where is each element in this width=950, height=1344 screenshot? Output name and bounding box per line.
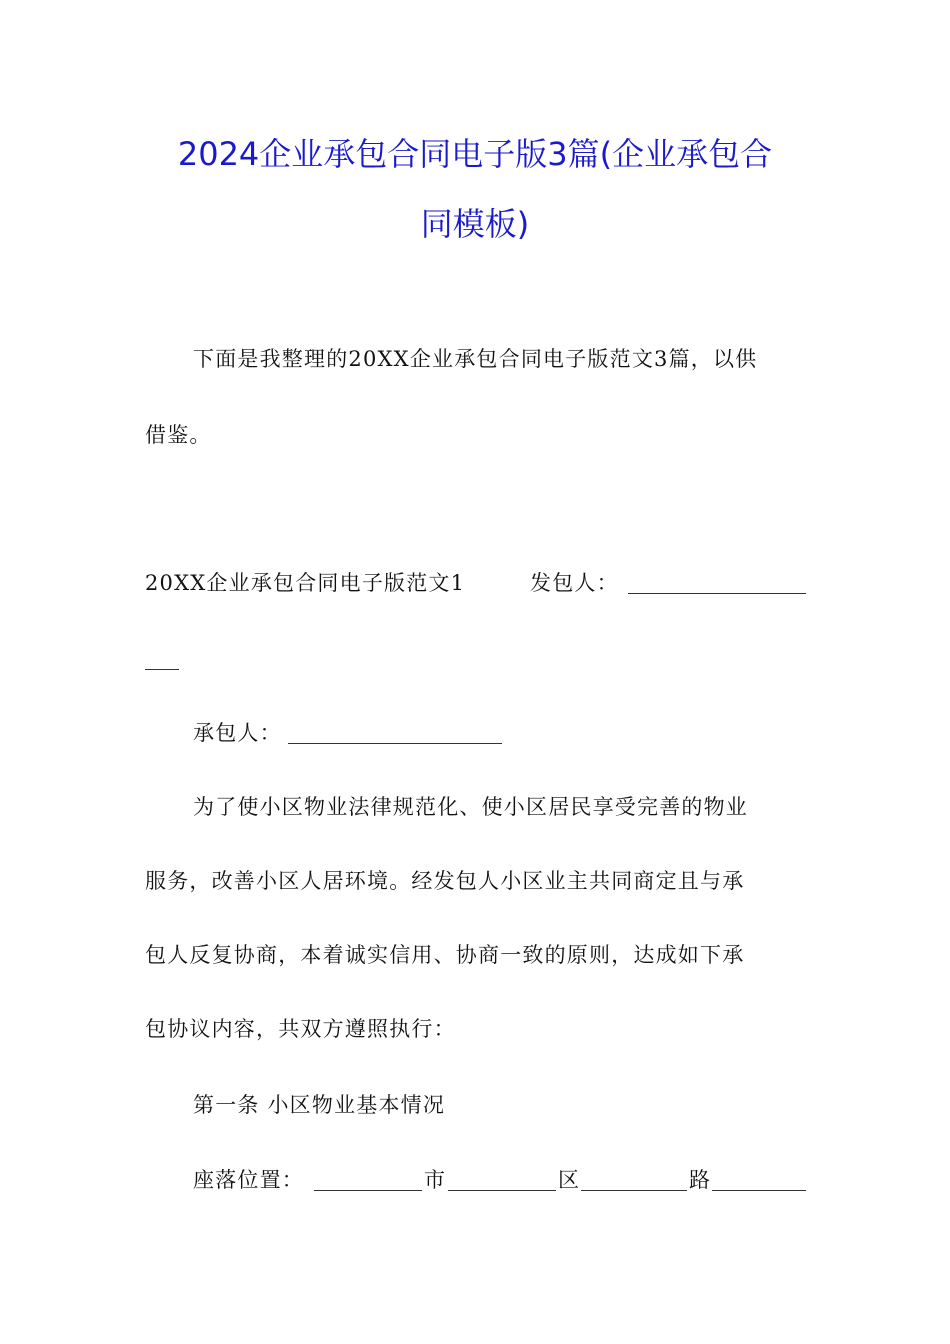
district-blank: [448, 1189, 556, 1191]
road-blank: [581, 1189, 687, 1191]
intro-line-2: 借鉴。: [145, 423, 212, 447]
paragraph-1-line-1: 为了使小区物业法律规范化、使小区居民享受完善的物业: [193, 795, 748, 819]
document-title-line-2: 同模板): [420, 205, 530, 243]
road-trailing-blank: [712, 1189, 806, 1191]
road-label: 路: [689, 1168, 712, 1192]
city-blank: [314, 1189, 422, 1191]
intro-line-1: 下面是我整理的20XX企业承包合同电子版范文3篇，以供: [193, 347, 758, 371]
sample-1-heading: 20XX企业承包合同电子版范文1: [145, 571, 466, 595]
paragraph-1-line-2: 服务，改善小区人居环境。经发包人小区业主共同商定且与承: [145, 869, 745, 893]
contractor-blank: [288, 742, 502, 744]
paragraph-1-line-4: 包协议内容，共双方遵照执行：: [145, 1017, 456, 1041]
location-label: 座落位置：: [193, 1168, 304, 1192]
issuer-label: 发包人：: [530, 571, 619, 595]
city-label: 市: [424, 1168, 447, 1192]
district-label: 区: [558, 1168, 581, 1192]
contractor-label: 承包人：: [193, 721, 282, 745]
article-1-heading: 第一条 小区物业基本情况: [193, 1093, 446, 1117]
issuer-blank-continued: [145, 668, 179, 670]
document-title-line-1: 2024企业承包合同电子版3篇(企业承包合: [177, 135, 773, 173]
paragraph-1-line-3: 包人反复协商，本着诚实信用、协商一致的原则，达成如下承: [145, 943, 745, 967]
issuer-blank: [628, 592, 806, 594]
